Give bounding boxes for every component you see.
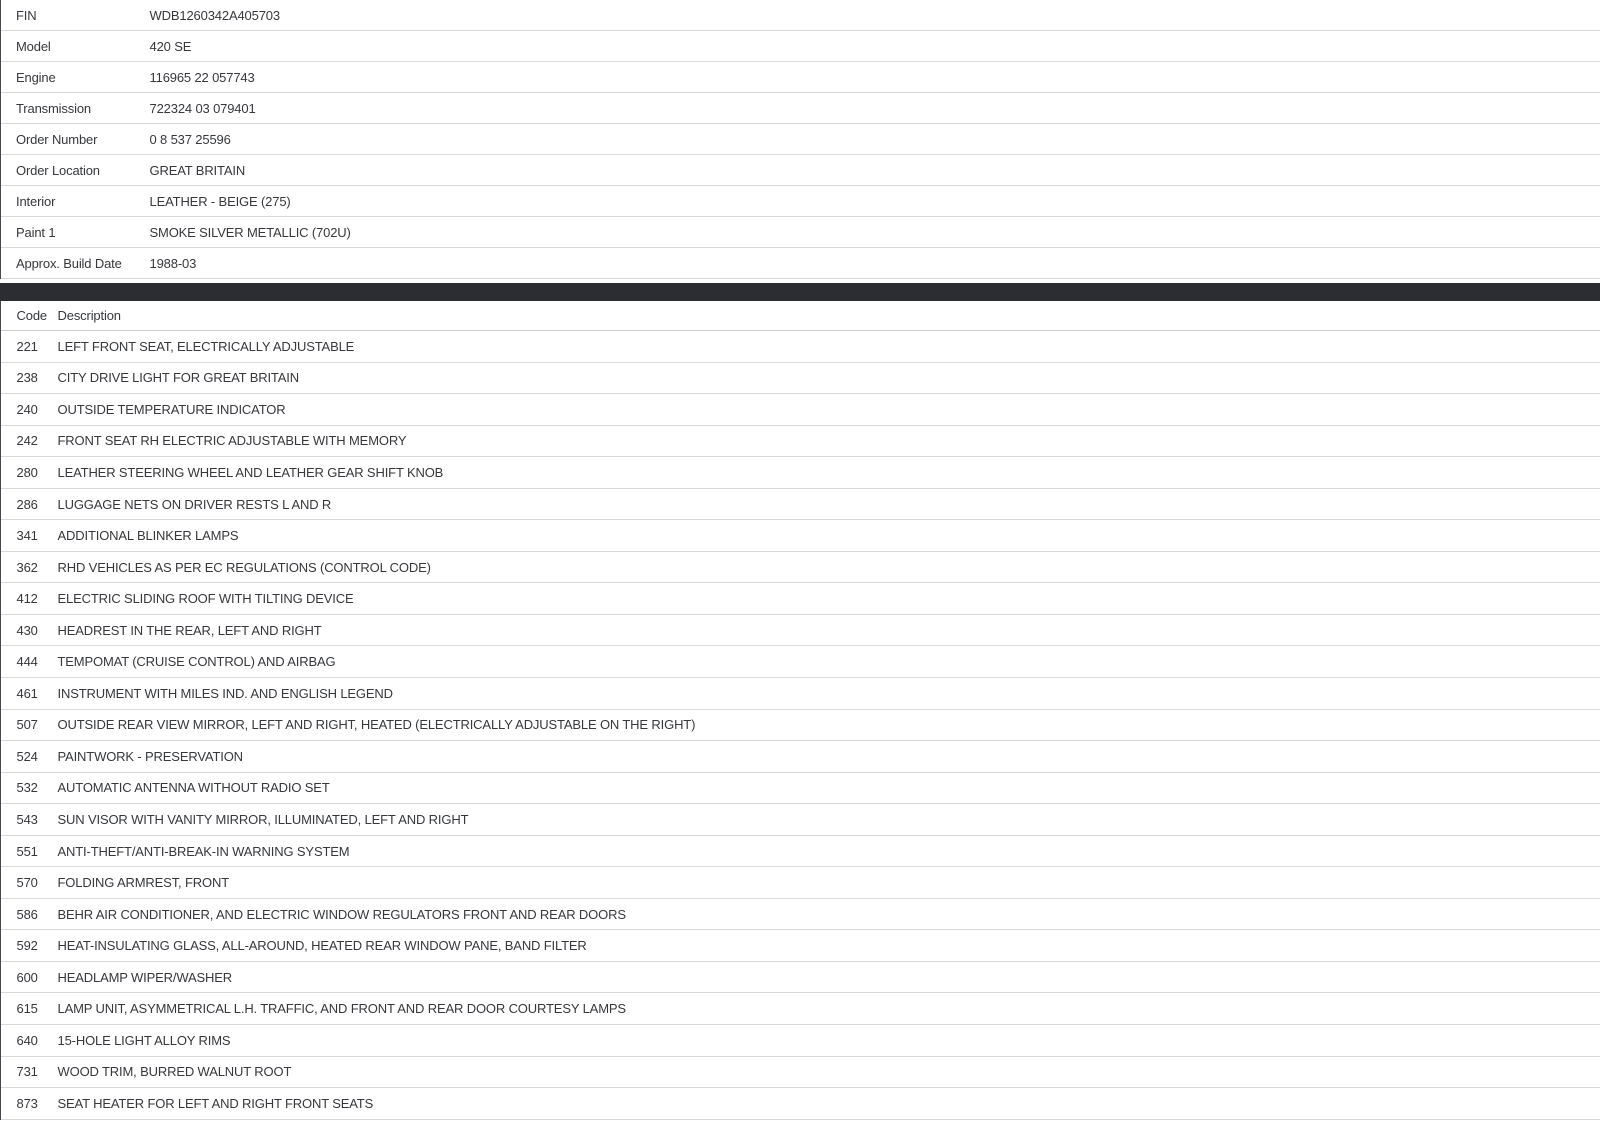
option-description: OUTSIDE TEMPERATURE INDICATOR (57, 401, 286, 417)
option-description: SUN VISOR WITH VANITY MIRROR, ILLUMINATED, LEFT AND RIGHT (57, 811, 469, 827)
option-description: LAMP UNIT, ASYMMETRICAL L.H. TRAFFIC, AND FRONT AND REAR DOOR COURTESY LAMPS (57, 1001, 626, 1017)
code-column-header: Code (16, 308, 47, 323)
table-row (1, 867, 1600, 899)
option-description: WOOD TRIM, BURRED WALNUT ROOT (57, 1064, 292, 1080)
option-description: OUTSIDE REAR VIEW MIRROR, LEFT AND RIGHT, HEATED (ELECTRICALLY ADJUSTABLE ON THE RIGHT) (57, 717, 696, 733)
table-row (1, 457, 1600, 489)
vehicle-info-value: 722324 03 079401 (149, 100, 256, 116)
vehicle-info-label: Engine (16, 69, 56, 85)
vehicle-info-row (1, 62, 1600, 93)
option-code: 586 (16, 906, 38, 922)
vehicle-info-label: Paint 1 (16, 224, 56, 240)
option-code: 461 (16, 685, 38, 701)
table-row (1, 1025, 1600, 1057)
table-row (1, 836, 1600, 868)
option-code: 341 (16, 528, 38, 544)
vehicle-info-value: SMOKE SILVER METALLIC (702U) (149, 224, 351, 240)
option-description: TEMPOMAT (CRUISE CONTROL) AND AIRBAG (57, 654, 336, 670)
vehicle-info-row (1, 248, 1600, 279)
vehicle-info-row (1, 31, 1600, 62)
option-code: 600 (16, 969, 38, 985)
table-row (1, 773, 1600, 805)
option-code: 532 (16, 780, 38, 796)
options-table-header (1, 301, 1600, 331)
table-row (1, 583, 1600, 615)
table-row (1, 930, 1600, 962)
option-code: 238 (16, 370, 38, 386)
option-description: ELECTRIC SLIDING ROOF WITH TILTING DEVICE (57, 591, 354, 607)
option-description: 15-HOLE LIGHT ALLOY RIMS (57, 1032, 231, 1048)
vehicle-info-row (1, 0, 1600, 31)
vehicle-info-value: 0 8 537 25596 (149, 131, 231, 147)
option-description: CITY DRIVE LIGHT FOR GREAT BRITAIN (57, 370, 299, 386)
vehicle-info-section (0, 0, 1600, 279)
vehicle-info-row (1, 155, 1600, 186)
vehicle-info-label: Model (16, 38, 51, 54)
vehicle-info-value: GREAT BRITAIN (149, 162, 246, 178)
option-description: FOLDING ARMREST, FRONT (57, 875, 229, 891)
option-code: 362 (16, 559, 38, 575)
table-row (1, 899, 1600, 931)
option-code: 543 (16, 811, 38, 827)
option-description: LUGGAGE NETS ON DRIVER RESTS L AND R (57, 496, 332, 512)
option-code: 873 (16, 1095, 38, 1111)
option-description: LEATHER STEERING WHEEL AND LEATHER GEAR SHIFT KNOB (57, 464, 444, 480)
option-code: 640 (16, 1032, 38, 1048)
vehicle-info-label: Transmission (16, 100, 92, 116)
vehicle-info-value: 420 SE (149, 38, 192, 54)
option-description: LEFT FRONT SEAT, ELECTRICALLY ADJUSTABLE (57, 338, 355, 354)
vehicle-info-value: LEATHER - BEIGE (275) (149, 193, 291, 209)
table-row (1, 993, 1600, 1025)
vehicle-info-row (1, 93, 1600, 124)
option-description: AUTOMATIC ANTENNA WITHOUT RADIO SET (57, 780, 330, 796)
option-code: 570 (16, 875, 38, 891)
option-code: 731 (16, 1064, 38, 1080)
option-description: HEADLAMP WIPER/WASHER (57, 969, 233, 985)
table-row (1, 520, 1600, 552)
vehicle-info-label: Order Number (16, 131, 98, 147)
option-description: PAINTWORK - PRESERVATION (57, 748, 243, 764)
vehicle-info-value: 116965 22 057743 (149, 69, 255, 85)
table-row (1, 363, 1600, 395)
option-description: ANTI-THEFT/ANTI-BREAK-IN WARNING SYSTEM (57, 843, 350, 859)
option-description: BEHR AIR CONDITIONER, AND ELECTRIC WINDOW REGULATORS FRONT AND REAR DOORS (57, 906, 626, 922)
option-code: 286 (16, 496, 38, 512)
option-description: SEAT HEATER FOR LEFT AND RIGHT FRONT SEATS (57, 1095, 374, 1111)
table-row (1, 426, 1600, 458)
table-row (1, 804, 1600, 836)
option-code: 551 (16, 843, 38, 859)
table-row (1, 331, 1600, 363)
table-row (1, 1057, 1600, 1089)
description-column-header: Description (57, 308, 121, 323)
table-row (1, 489, 1600, 521)
table-row (1, 678, 1600, 710)
vehicle-info-label: Order Location (16, 162, 100, 178)
option-description: HEADREST IN THE REAR, LEFT AND RIGHT (57, 622, 322, 638)
vehicle-info-row (1, 186, 1600, 217)
vehicle-info-label: Interior (16, 193, 56, 209)
option-description: RHD VEHICLES AS PER EC REGULATIONS (CONTROL CODE) (57, 559, 431, 575)
option-description: ADDITIONAL BLINKER LAMPS (57, 528, 239, 544)
option-code: 412 (16, 591, 38, 607)
option-code: 615 (16, 1001, 38, 1017)
option-description: INSTRUMENT WITH MILES IND. AND ENGLISH LEGEND (57, 685, 393, 701)
option-code: 221 (16, 338, 38, 354)
options-table-body (1, 331, 1600, 1120)
option-codes-section (0, 301, 1600, 1120)
table-row (1, 615, 1600, 647)
option-code: 524 (16, 748, 38, 764)
table-row (1, 962, 1600, 994)
table-row (1, 710, 1600, 742)
table-row (1, 552, 1600, 584)
vehicle-info-row (1, 217, 1600, 248)
vehicle-info-value: WDB1260342A405703 (149, 7, 280, 23)
table-row (1, 646, 1600, 678)
vehicle-info-row (1, 124, 1600, 155)
option-code: 242 (16, 433, 38, 449)
option-code: 280 (16, 464, 38, 480)
option-code: 507 (16, 717, 38, 733)
vehicle-info-label: FIN (16, 7, 37, 23)
option-code: 444 (16, 654, 38, 670)
table-row (1, 741, 1600, 773)
option-code: 240 (16, 401, 38, 417)
vehicle-info-label: Approx. Build Date (16, 255, 122, 271)
table-row (1, 1088, 1600, 1120)
option-code: 592 (16, 938, 38, 954)
option-description: FRONT SEAT RH ELECTRIC ADJUSTABLE WITH MEMORY (57, 433, 407, 449)
section-divider-bar (0, 283, 1600, 301)
option-code: 430 (16, 622, 38, 638)
table-row (1, 394, 1600, 426)
option-description: HEAT-INSULATING GLASS, ALL-AROUND, HEATED REAR WINDOW PANE, BAND FILTER (57, 938, 587, 954)
vehicle-info-value: 1988-03 (149, 255, 197, 271)
